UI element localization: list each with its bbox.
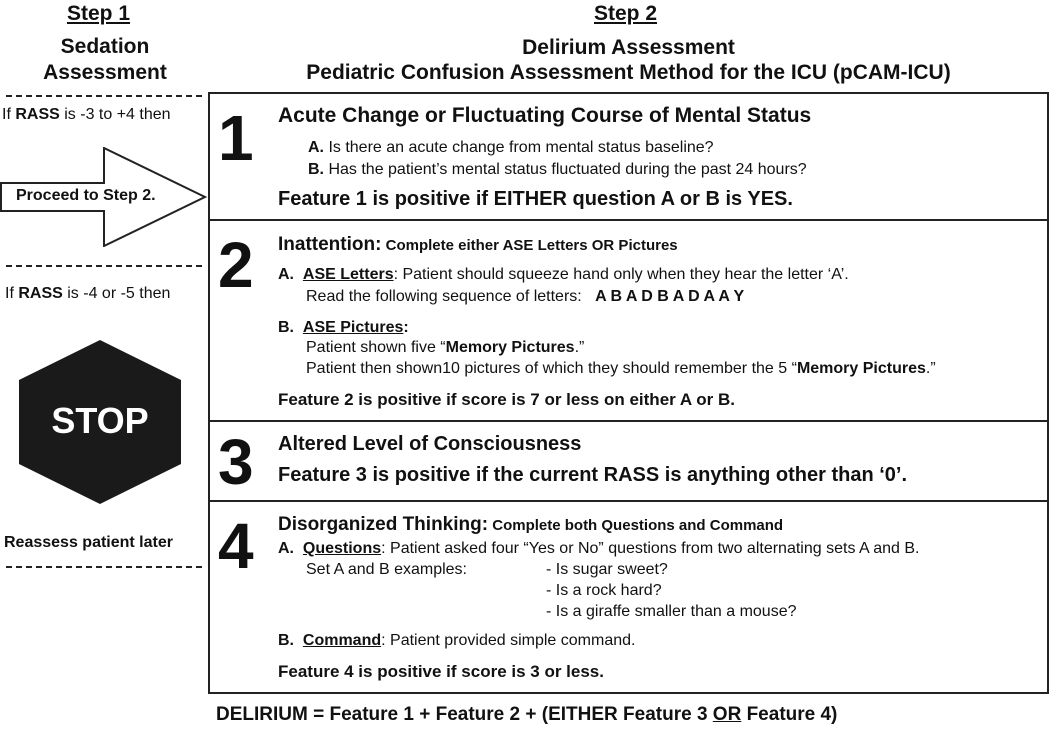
feature1-question-a (308, 139, 714, 157)
stop-label: STOP (51, 400, 149, 441)
formula-suffix: Feature 4) (741, 704, 838, 725)
feature2-option-b (278, 319, 409, 337)
feature4-option-a (278, 540, 920, 558)
proceed-label: Proceed to Step 2. (16, 187, 156, 204)
feature3-title: Altered Level of Consciousness (278, 433, 582, 455)
step1-title: Step 1 (67, 2, 131, 25)
sedation-heading-line1: Sedation (60, 35, 150, 58)
feature4-example-3: - Is a giraffe smaller than a mouse? (546, 603, 797, 620)
feature2-number: 2 (218, 229, 254, 301)
option-text: : Patient asked four “Yes or No” questions from two alternating sets A and B. (381, 540, 920, 557)
feature4-examples-label: Set A and B examples: (306, 561, 467, 578)
memory-pictures-term: Memory Pictures (445, 339, 575, 356)
divider-dashed-3 (6, 566, 202, 568)
rass-range: is -3 to +4 then (59, 106, 171, 123)
feature4-conclusion: Feature 4 is positive if score is 3 or less. (278, 662, 604, 681)
feature2-box (208, 219, 1049, 422)
option-label: Questions (302, 540, 382, 557)
feature2-option-b-line1 (306, 339, 584, 357)
divider-dashed-1 (6, 95, 202, 97)
feature2-option-a (278, 266, 849, 284)
feature4-box (208, 500, 1049, 694)
feature2-title: Inattention: (278, 234, 382, 255)
option-text: : Patient provided simple command. (381, 632, 636, 649)
question-letter: A. (308, 139, 324, 156)
question-text: Has the patient’s mental status fluctuated during the past 24 hours? (324, 161, 807, 178)
feature2-option-a-sequence (306, 288, 744, 306)
option-letter: B. (278, 632, 294, 649)
feature3-box (208, 420, 1049, 502)
feature1-conclusion: Feature 1 is positive if EITHER question A or B is YES. (278, 188, 793, 210)
option-letter: B. (278, 319, 294, 336)
sedation-heading-line2: Assessment (43, 61, 167, 84)
option-colon: : (403, 319, 409, 336)
feature1-number: 1 (218, 102, 254, 174)
text-segment: Patient shown five “ (306, 339, 446, 356)
step2-title: Step 2 (594, 2, 658, 25)
letter-sequence: A B A D B A D A A Y (595, 288, 745, 305)
feature2-title-row (278, 234, 678, 256)
rass-condition-stop (5, 285, 170, 303)
feature2-conclusion: Feature 2 is positive if score is 7 or less on either A or B. (278, 390, 735, 409)
rass-keyword: RASS (18, 285, 63, 302)
feature1-question-b (308, 161, 807, 179)
feature1-box (208, 92, 1049, 221)
feature3-conclusion: Feature 3 is positive if the current RASS is anything other than ‘0’. (278, 464, 908, 486)
formula-prefix: DELIRIUM = Feature 1 + Feature 2 + (EITHER Feature 3 (216, 704, 713, 725)
memory-pictures-term: Memory Pictures (796, 360, 926, 377)
feature3-number: 3 (218, 426, 254, 498)
feature1-title: Acute Change or Fluctuating Course of Mental Status (278, 104, 812, 127)
feature4-example-2: - Is a rock hard? (546, 582, 662, 599)
option-text: : Patient should squeeze hand only when they hear the letter ‘A’. (393, 266, 849, 283)
feature2-subtitle: Complete either ASE Letters OR Pictures (381, 237, 678, 254)
delirium-heading-line1: Delirium Assessment (522, 36, 735, 59)
feature4-title-row (278, 514, 783, 536)
divider-dashed-2 (6, 265, 202, 267)
option-label: ASE Letters (302, 266, 394, 283)
rass-prefix: If (2, 106, 16, 123)
text-segment: .” (574, 339, 585, 356)
option-letter: A. (278, 266, 294, 283)
rass-prefix: If (5, 285, 19, 302)
sequence-intro: Read the following sequence of letters: (306, 288, 582, 305)
rass-range: is -4 or -5 then (62, 285, 171, 302)
option-letter: A. (278, 540, 294, 557)
feature2-option-b-line2 (306, 360, 936, 378)
question-letter: B. (308, 161, 324, 178)
delirium-heading-line2: Pediatric Confusion Assessment Method for the ICU (pCAM-ICU) (306, 61, 951, 84)
option-label: ASE Pictures (302, 319, 404, 336)
feature4-title: Disorganized Thinking: (278, 514, 489, 535)
feature4-example-1: - Is sugar sweet? (546, 561, 668, 578)
option-label: Command (302, 632, 382, 649)
text-segment: Patient then shown10 pictures of which they should remember the 5 “ (306, 360, 797, 377)
rass-condition-proceed (2, 106, 171, 124)
feature4-number: 4 (218, 510, 254, 582)
question-text: Is there an acute change from mental status baseline? (324, 139, 714, 156)
rass-keyword: RASS (15, 106, 60, 123)
delirium-formula (216, 704, 837, 726)
feature4-subtitle: Complete both Questions and Command (488, 517, 784, 534)
feature4-option-b (278, 632, 635, 650)
text-segment: .” (925, 360, 936, 377)
reassess-label: Reassess patient later (4, 534, 173, 551)
formula-or: OR (712, 704, 742, 725)
